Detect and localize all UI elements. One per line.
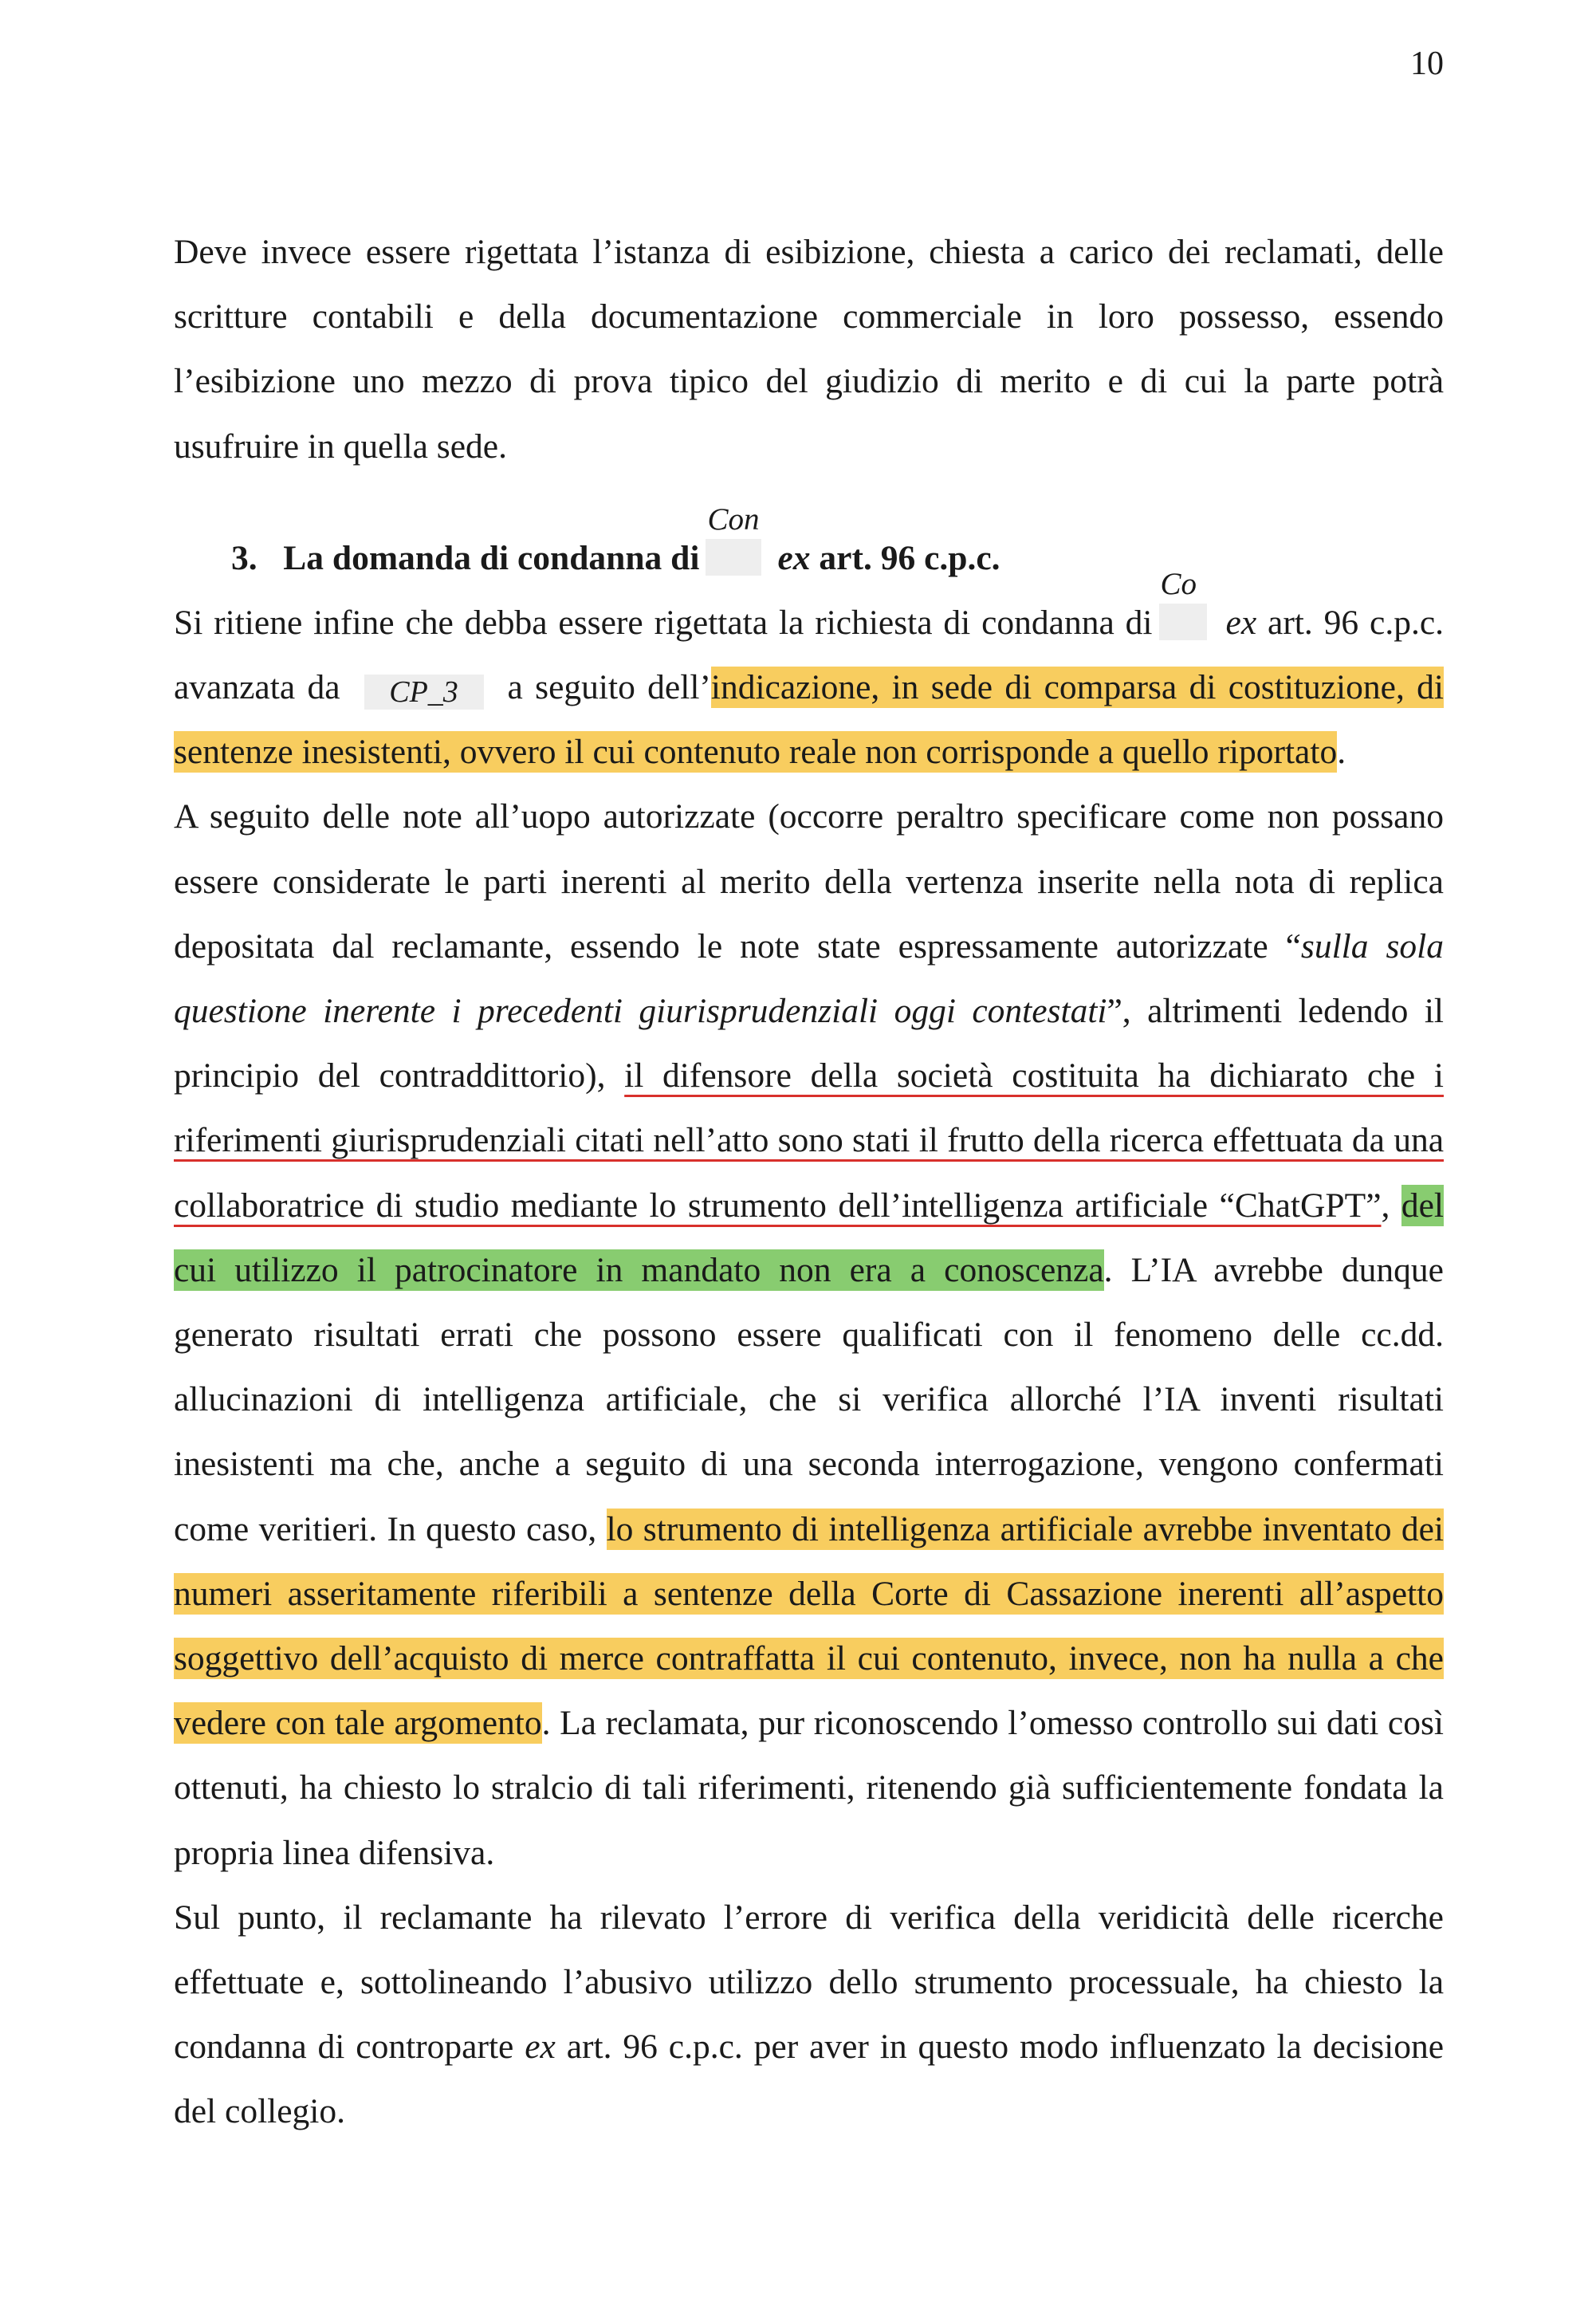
- text-segment: art. 96 c.p.c. per aver in questo modo influenzato la decisione del collegio.: [174, 2028, 1445, 2131]
- text-segment: .: [1337, 733, 1346, 772]
- text-segment: ”, altrimenti ledendo il principio del contraddittorio),: [174, 992, 1444, 1095]
- paragraph-request: [174, 566, 1445, 785]
- redacted-name: [1159, 566, 1207, 640]
- heading-number: 3.: [231, 538, 257, 577]
- section-heading: [174, 502, 1444, 591]
- redacted-label: Con: [707, 502, 760, 537]
- ex-italic: ex: [1225, 603, 1257, 642]
- redacted-label: Co: [1160, 566, 1197, 601]
- paragraph-notes: [174, 785, 1444, 1885]
- text-segment: A seguito delle note all’uopo autorizzate (occorre peraltro specificare come non possano essere considerate le parti inerenti al merito della vertenza inserite nella nota di replica depositata dal reclamante, essendo le note state espressamente autorizzate “: [174, 797, 1444, 966]
- heading-ex: ex: [777, 538, 811, 577]
- red-underline: il difensore della società costituita ha dichiarato che i riferimenti giurisprudenziali citati nell’atto sono stati il frutto della ricerca effettuata da una collaboratrice di studio mediante lo strumento dell’intelligenza artificiale “ChatGPT”: [174, 1056, 1444, 1225]
- text-segment: Sul punto, il reclamante ha rilevato l’errore di verifica della veridicità delle ricerche effettuate e, sottolineando l’abusivo utilizzo dello strumento processuale, ha chiesto la condanna di controparte: [174, 1898, 1444, 2067]
- redacted-name: [706, 502, 761, 576]
- text-segment: . La reclamata, pur riconoscendo l’omesso controllo sui dati così ottenuti, ha chiesto lo stralcio di tali riferimenti, ritenendo già sufficientemente fondata la propria linea difensiva.: [174, 1704, 1444, 1872]
- text-segment: . L’IA avrebbe dunque generato risultati errati che possono essere qualificati con il fenomeno delle cc.dd. allucinazioni di intelligenza artificiale, che si verifica allorché l’IA inventi risultati inesistenti ma che, anche a seguito di una seconda interrogazione, vengono confermati come veritieri. In questo caso,: [174, 1250, 1444, 1548]
- yellow-highlight: indicazione, in sede di comparsa di costituzione, di sentenze inesistenti, ovvero il cui contenuto reale non corrisponde a quello riportato: [174, 668, 1444, 772]
- green-highlight: del cui utilizzo il patrocinatore in mandato non era a conoscenza: [174, 1186, 1445, 1289]
- yellow-highlight: lo strumento di intelligenza artificiale avrebbe inventato dei numeri asseritamente riferibili a sentenze della Corte di Cassazione inerenti all’aspetto soggettivo dell’acquisto di merce contraffatta il cui contenuto, invece, non ha nulla a che vedere con tale argomento: [174, 1509, 1444, 1743]
- text-segment: Si ritiene infine che debba essere rigettata la richiesta di condanna di: [174, 603, 1153, 642]
- paragraph-claimant: [174, 1886, 1444, 2145]
- ex-italic: ex: [525, 2028, 556, 2067]
- text-segment: art. 96 c.p.c. avanzata da: [174, 603, 1445, 707]
- heading-text-after: art. 96 c.p.c.: [819, 538, 1000, 577]
- italic-quote: sulla sola questione inerente i precedenti giurisprudenziali oggi contestati: [174, 926, 1444, 1031]
- paragraph-exhibition: [174, 220, 1444, 479]
- document-body: [174, 220, 1444, 2145]
- paragraph-text: Deve invece essere rigettata l’istanza di esibizione, chiesta a carico dei reclamati, delle scritture contabili e della documentazione commerciale in loro possesso, essendo l’esibizione uno mezzo di prova tipico del giudizio di merito e di cui la parte potrà usufruire in quella sede.: [174, 233, 1444, 466]
- redacted-party: CP_3: [364, 675, 484, 710]
- text-segment: a seguito dell’: [507, 668, 711, 707]
- text-segment: ,: [1381, 1186, 1401, 1225]
- heading-text: La domanda di condanna di: [283, 538, 700, 577]
- page-number: 10: [1410, 45, 1444, 82]
